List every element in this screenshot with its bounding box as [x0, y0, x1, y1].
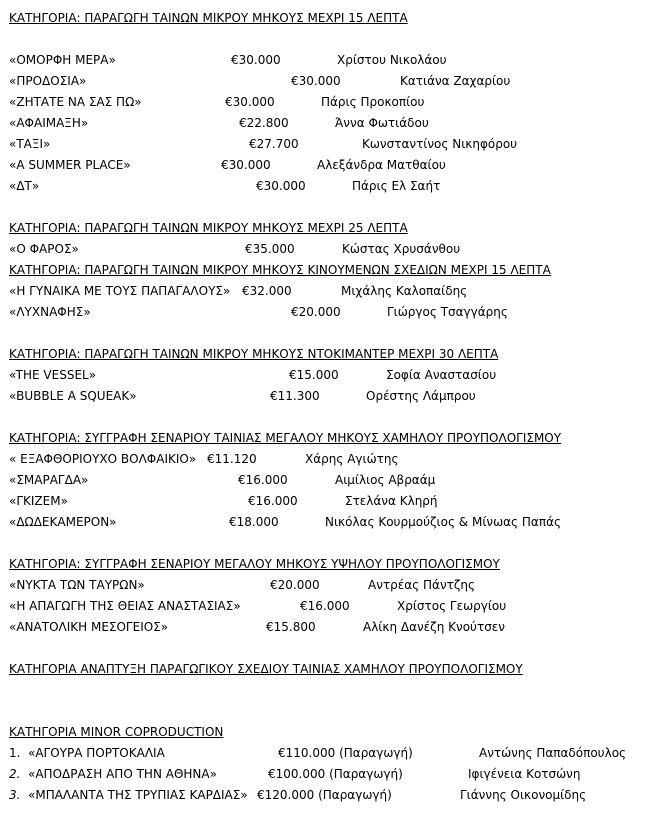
award-recipient: Κατιάνα Ζαχαρίου: [400, 74, 511, 88]
award-amount: €22.800: [239, 116, 289, 130]
award-recipient: Γιάννης Οικονομίδης: [460, 788, 587, 802]
list-number: 3.: [9, 788, 21, 802]
award-amount: €30.000: [225, 95, 275, 109]
award-amount: €30.000: [256, 179, 306, 193]
award-title: «ΔΩΔΕΚΑΜΕΡΟΝ»: [9, 515, 117, 529]
award-amount: €20.000: [291, 305, 341, 319]
award-title: «Ο ΦΑΡΟΣ»: [9, 242, 79, 256]
award-recipient: Άννα Φωτιάδου: [335, 116, 429, 130]
category-heading: ΚΑΤΗΓΟΡΙΑ MINOR COPRODUCTION: [9, 725, 224, 739]
award-title: «ΤΑΞΙ»: [9, 137, 51, 151]
list-number: 2.: [9, 767, 21, 781]
award-title: «ΑΓΟΥΡΑ ΠΟΡΤΟΚΑΛΙΑ: [28, 746, 165, 760]
award-amount: €30.000: [291, 74, 341, 88]
award-recipient: Χάρης Αγιώτης: [305, 452, 399, 466]
category-heading: ΚΑΤΗΓΟΡΙΑ: ΠΑΡΑΓΩΓΗ ΤΑΙΝΩΝ ΜΙΚΡΟΥ ΜΗΚΟΥΣ ΝΤΟΚΙΜΑΝΤΕΡ ΜΕΧΡΙ 30 ΛΕΠΤΑ: [9, 347, 499, 361]
award-amount: €32.000: [242, 284, 292, 298]
award-recipient: Αλίκη Δανέζη Κνούτσεν: [363, 620, 505, 634]
award-amount: €30.000: [231, 53, 281, 67]
award-recipient: Νικόλας Κουρμούζιος & Μίνωας Παπάς: [325, 515, 562, 529]
award-recipient: Ιφιγένεια Κοτσώνη: [468, 767, 581, 781]
award-amount: €15.000: [289, 368, 339, 382]
category-heading: ΚΑΤΗΓΟΡΙΑ: ΠΑΡΑΓΩΓΗ ΤΑΙΝΩΝ ΜΙΚΡΟΥ ΜΗΚΟΥΣ ΚΙΝΟΥΜΕΝΩΝ ΣΧΕΔΙΩΝ ΜΕΧΡΙ 15 ΛΕΠΤΑ: [9, 263, 551, 277]
award-recipient: Αλεξάνδρα Ματθαίου: [317, 158, 446, 172]
award-recipient: Πάρις Ελ Σαήτ: [352, 179, 441, 193]
award-amount: €27.700: [249, 137, 299, 151]
award-recipient: Γιώργος Τσαγγάρης: [387, 305, 508, 319]
award-recipient: Αντώνης Παπαδόπουλος: [479, 746, 627, 760]
award-recipient: Χρίστος Γεωργίου: [397, 599, 507, 613]
award-title: «ΑΝΑΤΟΛΙΚΗ ΜΕΣΟΓΕΙΟΣ»: [9, 620, 169, 634]
award-title: «THE VESSEL»: [9, 368, 97, 382]
award-amount: €30.000: [221, 158, 271, 172]
award-recipient: Κώστας Χρυσάνθου: [342, 242, 461, 256]
award-amount: €100.000 (Παραγωγή): [268, 767, 403, 781]
award-title: «BUBBLE A SQUEAK»: [9, 389, 137, 403]
award-title: «ΑΦΑΙΜΑΞΗ»: [9, 116, 89, 130]
award-title: «ΑΠΟΔΡΑΣΗ ΑΠΟ ΤΗΝ ΑΘΗΝΑ»: [28, 767, 217, 781]
category-heading: ΚΑΤΗΓΟΡΙΑ: ΣΥΓΓΡΑΦΗ ΣΕΝΑΡΙΟΥ ΤΑΙΝΙΑΣ ΜΕΓΑΛΟΥ ΜΗΚΟΥΣ ΧΑΜΗΛΟΥ ΠΡΟΥΠΟΛΟΓΙΣΜΟΥ: [9, 431, 562, 445]
award-title: «ΝΥΚΤΑ ΤΩΝ ΤΑΥΡΩΝ»: [9, 578, 145, 592]
award-title: «ΠΡΟΔΟΣΙΑ»: [9, 74, 87, 88]
category-heading: ΚΑΤΗΓΟΡΙΑ: ΠΑΡΑΓΩΓΗ ΤΑΙΝΩΝ ΜΙΚΡΟΥ ΜΗΚΟΥΣ ΜΕΧΡΙ 25 ΛΕΠΤΑ: [9, 221, 408, 235]
award-amount: €15.800: [266, 620, 316, 634]
award-title: « ΕΞΑΦΘΟΡΙΟΥΧΟ ΒΟΛΦΑΙΚΙΟ»: [9, 452, 197, 466]
award-amount: €16.000: [238, 473, 288, 487]
award-amount: €11.120: [207, 452, 257, 466]
award-title: «ΣΜΑΡΑΓΔΑ»: [9, 473, 89, 487]
award-recipient: Στελάνα Κληρή: [345, 494, 438, 508]
category-heading: ΚΑΤΗΓΟΡΙΑ: ΣΥΓΓΡΑΦΗ ΣΕΝΑΡΙΟΥ ΜΕΓΑΛΟΥ ΜΗΚΟΥΣ ΥΨΗΛΟΥ ΠΡΟΥΠΟΛΟΓΙΣΜΟΥ: [9, 557, 500, 571]
award-recipient: Σοφία Αναστασίου: [386, 368, 497, 382]
award-title: «ΓΚΙΖΕΜ»: [9, 494, 68, 508]
award-amount: €16.000: [248, 494, 298, 508]
award-amount: €120.000 (Παραγωγή): [257, 788, 392, 802]
award-title: «Η ΑΠΑΓΩΓΗ ΤΗΣ ΘΕΙΑΣ ΑΝΑΣΤΑΣΙΑΣ»: [9, 599, 241, 613]
award-recipient: Μιχάλης Καλοπαίδης: [341, 284, 468, 298]
list-number: 1.: [9, 746, 21, 760]
award-title: «ΔΤ»: [9, 179, 40, 193]
category-heading: ΚΑΤΗΓΟΡΙΑ: ΠΑΡΑΓΩΓΗ ΤΑΙΝΩΝ ΜΙΚΡΟΥ ΜΗΚΟΥΣ ΜΕΧΡΙ 15 ΛΕΠΤΑ: [9, 11, 408, 25]
award-amount: €20.000: [270, 578, 320, 592]
award-title: «Η ΓΥΝΑΙΚΑ ΜΕ ΤΟΥΣ ΠΑΠΑΓΑΛΟΥΣ»: [9, 284, 231, 298]
award-recipient: Χρίστου Νικολάου: [337, 53, 447, 67]
award-amount: €16.000: [300, 599, 350, 613]
award-title: «ΜΠΑΛΑΝΤΑ ΤΗΣ ΤΡΥΠΙΑΣ ΚΑΡΔΙΑΣ»: [28, 788, 248, 802]
award-amount: €11.300: [270, 389, 320, 403]
award-recipient: Κωνσταντίνος Νικηφόρου: [362, 137, 518, 151]
award-title: «ΖΗΤΑΤΕ ΝΑ ΣΑΣ ΠΩ»: [9, 95, 142, 109]
award-recipient: Ορέστης Λάμπρου: [366, 389, 476, 403]
award-recipient: Αιμίλιος Αβραάμ: [335, 473, 436, 487]
award-title: «ΛΥΧΝΑΦΗΣ»: [9, 305, 91, 319]
award-amount: €35.000: [245, 242, 295, 256]
award-amount: €18.000: [229, 515, 279, 529]
category-heading: ΚΑΤΗΓΟΡΙΑ ΑΝΑΠΤΥΞΗ ΠΑΡΑΓΩΓΙΚΟΥ ΣΧΕΔΙΟΥ ΤΑΙΝΙΑΣ ΧΑΜΗΛΟΥ ΠΡΟΥΠΟΛΟΓΙΣΜΟΥ: [9, 662, 523, 676]
award-recipient: Πάρις Προκοπίου: [321, 95, 425, 109]
award-recipient: Αντρέας Πάντζης: [368, 578, 476, 592]
award-title: «ΟΜΟΡΦΗ ΜΕΡΑ»: [9, 53, 116, 67]
award-title: «A SUMMER PLACE»: [9, 158, 131, 172]
award-amount: €110.000 (Παραγωγή): [278, 746, 413, 760]
